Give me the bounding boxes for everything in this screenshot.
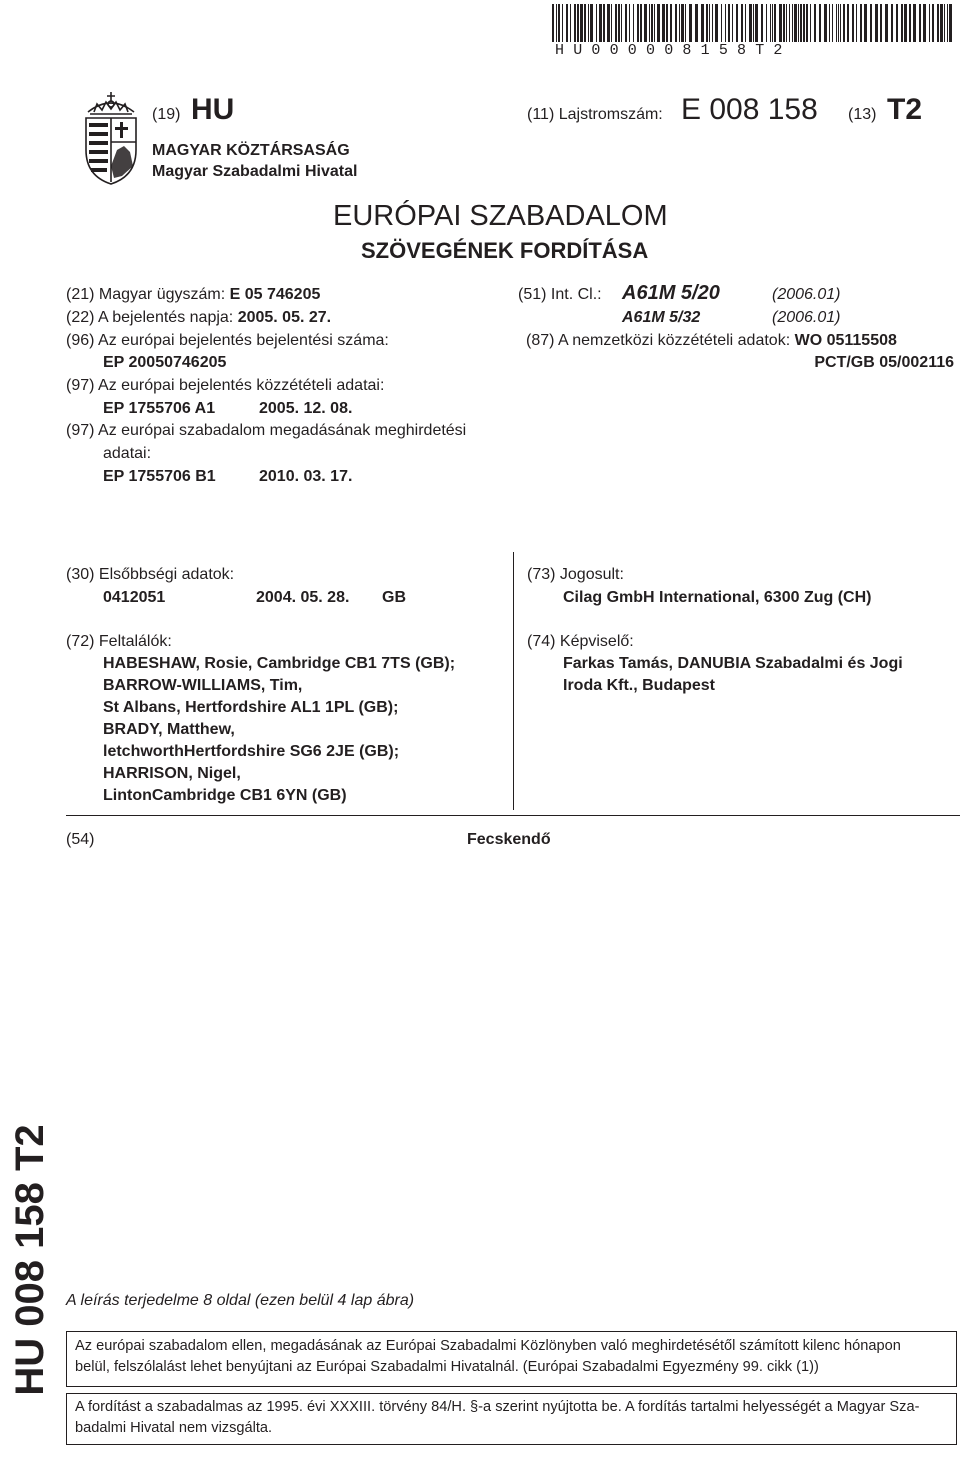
ipc-class-1-version: (2006.01) [772, 286, 841, 303]
ep-application-value: EP 20050746205 [103, 354, 227, 371]
kind-label: (13) [848, 106, 877, 123]
invention-title: Fecskendő [467, 831, 551, 848]
priority-date: 2004. 05. 28. [256, 589, 350, 606]
hungarian-coat-of-arms-icon [80, 90, 142, 186]
representative-line-2 [563, 676, 715, 696]
ep-grant-label-2: adatai: [103, 445, 152, 462]
inventor-line: BARROW-WILLIAMS, Tim, [103, 677, 303, 694]
priority-number: 0412051 [103, 589, 166, 606]
document-title: EURÓPAI SZABADALOM [333, 200, 668, 232]
barcode-bar [949, 4, 952, 42]
republic-name: MAGYAR KÖZTÁRSASÁG [152, 142, 350, 159]
inventor-line: St Albans, Hertfordshire AL1 1PL (GB); [103, 699, 399, 716]
representative-label: (74) Képviselő: [527, 633, 634, 650]
opposition-notice-box [66, 1331, 957, 1387]
inventor-line: HARRISON, Nigel, [103, 765, 241, 782]
ep-publication-value: EP 1755706 A1 [103, 400, 216, 417]
international-wo-number: WO 05115508 [794, 332, 897, 349]
proprietor-label: (73) Jogosult: [527, 566, 624, 583]
representative-firm: Iroda Kft. [563, 677, 634, 694]
opposition-notice-line-2: belül, felszólalást lehet benyújtani az Európai Szabadalmi Hivatalnál. (Európai Szabadalmi Egyezmény 99. cikk (1)) [75, 1359, 819, 1375]
description-length-note: A leírás terjedelme 8 oldal (ezen belül 4 lap ábra) [66, 1292, 415, 1309]
case-number [66, 285, 320, 305]
inventor-line: HABESHAW, Rosie, Cambridge CB1 7TS (GB); [103, 655, 456, 672]
filing-date [66, 308, 331, 328]
international-pct-number: PCT/GB 05/002116 [814, 354, 954, 371]
inventor-line: LintonCambridge CB1 6YN (GB) [103, 787, 347, 804]
country-code-label: (19) [152, 106, 181, 123]
ep-publication-label: (97) Az európai bejelentés közzétételi adatai: [66, 377, 385, 394]
column-divider [513, 552, 514, 810]
side-document-code: HU 008 158 T2 [8, 1124, 52, 1396]
translation-notice-line-2: badalmi Hivatal nem vizsgálta. [75, 1420, 273, 1436]
translation-notice-line-1: A fordítást a szabadalmas az 1995. évi XXXIII. törvény 84/H. §-a szerint nyújtotta be. A fordítás tartalmi helyességét a Magyar Sza- [75, 1399, 920, 1415]
case-number-label: (21) Magyar ügyszám: [66, 286, 226, 303]
country-code: HU [191, 93, 235, 126]
ep-grant-value: EP 1755706 B1 [103, 468, 216, 485]
ipc-class-2: A61M 5/32 [622, 309, 701, 326]
ep-application-label: (96) Az európai bejelentés bejelentési száma: [66, 332, 389, 349]
representative-line-1: Farkas Tamás, DANUBIA Szabadalmi és Jogi [563, 655, 903, 672]
ep-publication-date: 2005. 12. 08. [259, 400, 353, 417]
international-publication-label: (87) A nemzetközi közzétételi adatok: [526, 332, 791, 349]
invention-title-label: (54) [66, 831, 95, 848]
ep-grant-date: 2010. 03. 17. [259, 468, 353, 485]
barcode [552, 4, 956, 42]
ipc-class-1: A61M 5/20 [622, 282, 720, 304]
document-subtitle: SZÖVEGÉNEK FORDÍTÁSA [361, 238, 649, 263]
filing-date-label: (22) A bejelentés napja: [66, 309, 234, 326]
inventor-line: BRADY, Matthew, [103, 721, 235, 738]
section-divider [66, 815, 960, 816]
inventor-line: letchworthHertfordshire SG6 2JE (GB); [103, 743, 400, 760]
inventors-label: (72) Feltalálók: [66, 633, 172, 650]
proprietor-value: Cilag GmbH International, 6300 Zug (CH) [563, 589, 872, 606]
registry-label: (11) Lajstromszám: [527, 106, 663, 123]
filing-date-value: 2005. 05. 27. [237, 309, 332, 326]
international-publication [526, 331, 897, 351]
registry-number: E 008 158 [681, 93, 818, 126]
kind-code: T2 [887, 93, 923, 126]
office-name: Magyar Szabadalmi Hivatal [152, 163, 358, 180]
case-number-value: E 05 746205 [229, 286, 321, 303]
opposition-notice-line-1: Az európai szabadalom ellen, megadásának az Európai Szabadalmi Közlönyben való meghirdetésétől számított kilenc hónapon [75, 1338, 901, 1354]
priority-country: GB [382, 589, 406, 606]
translation-notice-box [66, 1393, 957, 1445]
ipc-label: (51) Int. Cl.: [518, 286, 602, 303]
priority-label: (30) Elsőbbségi adatok: [66, 566, 235, 583]
ep-grant-label-1: (97) Az európai szabadalom megadásának meghirdetési [66, 422, 467, 439]
representative-city: , Budapest [633, 677, 716, 694]
barcode-text: HU000008158T2 [555, 42, 792, 59]
ipc-class-2-version: (2006.01) [772, 309, 841, 326]
